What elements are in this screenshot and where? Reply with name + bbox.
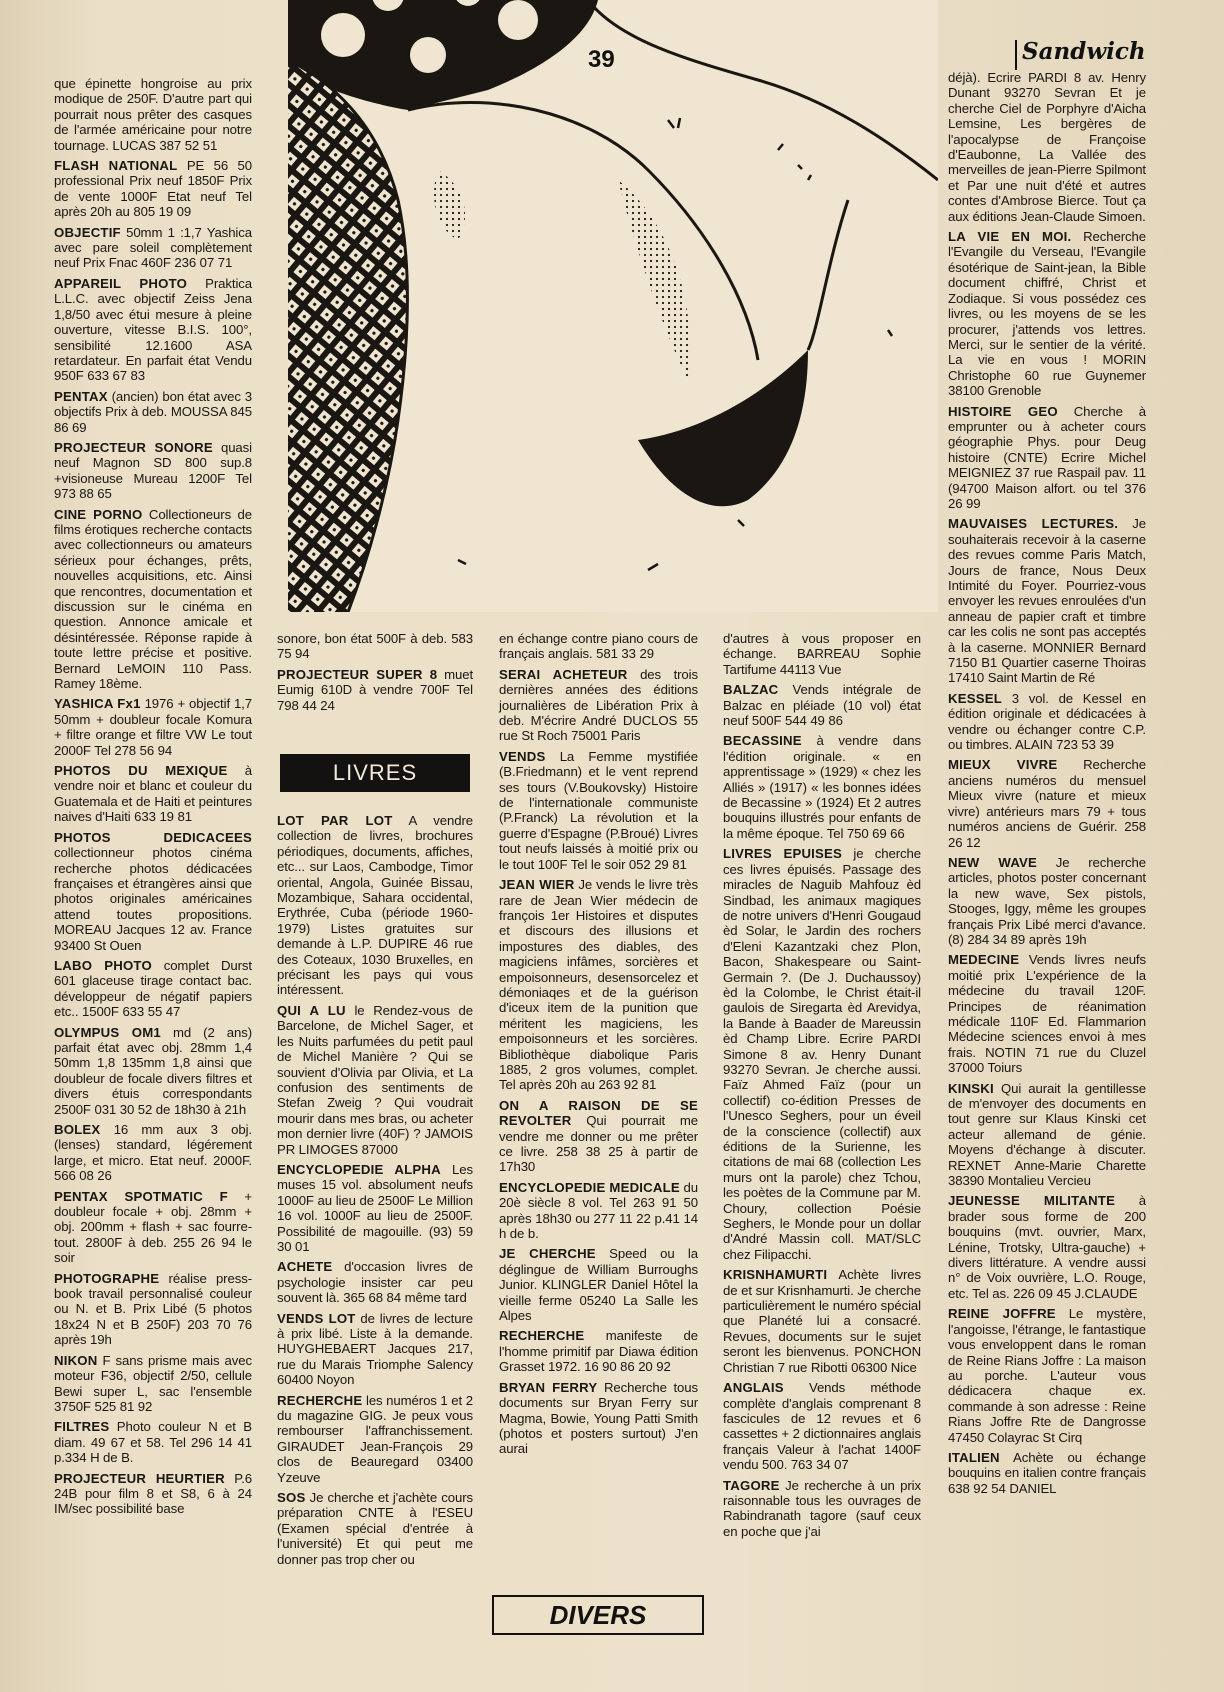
- classified-ad: [277, 1162, 473, 1254]
- ad-heading: PHOTOS DU MEXIQUE: [54, 763, 228, 779]
- classified-ad: [948, 404, 1146, 512]
- ad-text: P.6 24B pour film 8 et S8, 6 à 24 IM/sec possibilité base: [54, 1470, 253, 1517]
- classified-ad: [499, 877, 698, 1093]
- ad-text: Cherche à emprunter ou à acheter cours géographie Phys. pour Deug histoire (CNTE) Ecrire Michel MEIGNIEZ 37 rue Raspail pav. 11 (94700 Maison alfort. ou tel 376 26 99: [948, 403, 1146, 511]
- classified-ad: [948, 1450, 1146, 1496]
- classified-ad: [277, 667, 473, 713]
- ad-heading: MAUVAISES LECTURES.: [948, 516, 1119, 532]
- classifieds-column-5: [948, 70, 1146, 1501]
- ad-heading: LA VIE EN MOI.: [948, 229, 1072, 245]
- ad-heading: JEAN WIER: [499, 877, 575, 893]
- ad-text: du 20è siècle 8 vol. Tel 263 91 50 après 18h30 ou 277 11 22 p.41 14 h de b.: [499, 1179, 698, 1242]
- ad-heading: APPAREIL PHOTO: [54, 275, 188, 291]
- ad-heading: YASHICA Fx1: [54, 696, 141, 712]
- ad-text: des trois dernières années des éditions journalières de Libération Prix à deb. M'écrire André DUCLOS 55 rue St Roch 75001 Paris: [499, 666, 698, 744]
- ad-heading: VENDS LOT: [277, 1310, 356, 1326]
- ad-heading: RECHERCHE: [277, 1392, 363, 1408]
- classified-ad: [54, 1025, 252, 1117]
- ad-heading: ENCYCLOPEDIE ALPHA: [277, 1161, 441, 1177]
- classified-ad: [723, 733, 921, 841]
- ad-text: Collectioneurs de films érotiques recherche contacts avec collectionneurs ou amateurs sérieux pour échanges, prêts, nouvelles acquisitions, etc. Ainsi que rencontres, documentation et discussion sur le cinéma en question. Annonce amicale et désintéressée. Réponse rapide à toute lettre précise et positive. Bernard LeMOIN 110 Pass. Ramey 18ème.: [54, 506, 252, 692]
- ad-heading: NIKON: [54, 1352, 98, 1368]
- ad-text: 3 vol. de Kessel en édition originale et dédicacées à vendre ou échanger contre C.P. ou timbres. ALAIN 723 53 39: [948, 690, 1146, 753]
- ad-heading: PHOTOGRAPHE: [54, 1270, 160, 1286]
- ad-heading: PROJECTEUR SONORE: [54, 439, 213, 455]
- ad-text: + doubleur focale + obj. 28mm + obj. 200mm + flash + sac fourre-tout. 2800F à deb. 255 26 94 le soir: [54, 1188, 253, 1266]
- classified-ad: [54, 1122, 252, 1184]
- section-header-divers: DIVERS: [492, 1595, 704, 1635]
- classified-ad: [54, 763, 252, 825]
- classified-ad: [277, 1003, 473, 1157]
- classified-ad: [54, 76, 252, 153]
- ad-text: 1976 + objectif 1,7 50mm + doubleur focale Komura + filtre orange et filtre VW Le tout 2000F Tel 278 56 94: [54, 696, 252, 758]
- classified-ad: [54, 1471, 252, 1517]
- classified-ad: [723, 631, 921, 677]
- ad-heading: ACHETE: [277, 1259, 333, 1275]
- ad-text: quasi neuf Magnon SD 800 sup.8 +visioneuse Mureau 1200F Tel 973 88 65: [54, 439, 252, 502]
- ad-heading: FLASH NATIONAL: [54, 158, 178, 174]
- ad-text: à brader sous forme de 200 bouquins (mvt. ouvrier, Marx, Lénine, Trotsky, Ultra-gauche) + divers littérature. A vendre aussi n° de Voix ouvrière, L.O. Rouge, etc. Tel as. 226 09 45 J.CLAUDE: [948, 1193, 1146, 1301]
- ad-heading: REINE JOFFRE: [948, 1306, 1056, 1322]
- ad-heading: JE CHERCHE: [499, 1246, 596, 1262]
- ad-text: que épinette hongroise au prix modique de 250F. D'autre part qui pourrait nous prêter des casques de l'armée américaine pour notre tournage. LUCAS 387 52 51: [54, 76, 252, 153]
- ad-text: de livres de lecture à prix libé. Liste à la demande. HUYGHEBAERT Jacques 217, rue du Marais Triomphe Salency 60400 Noyon: [277, 1310, 473, 1388]
- ad-text: le Rendez-vous de Barcelone, de Michel Sager, et les Nuits parfumées du petit paul de Michel Manière ? Qui se souvient d'Olivia par Olivia, et La confusion des sentiments de Stefan Zweig ? Qui voudrait mourir dans mes bras, ou acheter mon dernier livre (40F) ? JAMOIS PR LIMOGES 87000: [277, 1002, 473, 1157]
- classified-ad: [499, 1246, 698, 1323]
- ad-text: A vendre collection de livres, brochures périodiques, documents, affiches, etc... sur Laos, Cambodge, Timor oriental, Angola, Guinée Bissau, Mozambique, Sahara occidental, Erythrée, Cuba (période 1960-1979) Listes gratuites sur demande à L.P. DUPIRE 46 rue des Coteaux, 1030 Bruxelles, en précisant les pays qui vous intéressent.: [277, 813, 473, 998]
- ad-text: 50mm 1 :1,7 Yashica avec pare soleil complètement neuf Prix Fnac 460F 236 07 71: [54, 224, 252, 271]
- classified-ad: [54, 225, 252, 271]
- classified-ad: [948, 70, 1146, 224]
- classified-ad: [277, 1259, 473, 1305]
- ad-heading: BECASSINE: [723, 733, 802, 749]
- ad-text: Qui pourrait me vendre me donner ou me prêter ce livre. 258 38 25 à partir de 17h30: [499, 1113, 698, 1175]
- ad-heading: KINSKI: [948, 1080, 994, 1096]
- section-divider: [1015, 40, 1017, 70]
- classified-ad: [499, 631, 698, 662]
- classified-ad: [499, 667, 698, 744]
- classified-ad: [54, 389, 252, 435]
- classified-ad: [54, 696, 252, 758]
- classified-ad: [723, 1380, 921, 1472]
- classified-ad: [499, 1380, 698, 1457]
- ad-heading: TAGORE: [723, 1477, 780, 1493]
- ad-heading: KESSEL: [948, 690, 1002, 706]
- classified-ad: [277, 1490, 473, 1567]
- section-header-livres: LIVRES: [280, 754, 470, 792]
- classified-ad: [277, 1311, 473, 1388]
- ad-text: Vends livres neufs moitié prix L'expérience de la médecine du travail 120F. Principes de réanimation médicale 110F Ed. Flammarion Médecine sciences envoi à mes frais. NOTIN 71 rue du Cluzel 37000 Toiurs: [948, 952, 1146, 1076]
- ad-heading: RECHERCHE: [499, 1328, 585, 1344]
- ad-text: à vendre dans l'édition originale. « en apprentissage » (1929) « chez les Alliés » (1917) « les bonnes idées de Becassine » (1924) Et 2 autres bouquins illustrés pour enfants de la même époque. Tel 750 69 66: [723, 733, 921, 841]
- ad-text: en échange contre piano cours de français anglais. 581 33 29: [499, 631, 698, 662]
- ad-heading: PHOTOS DEDICACEES: [54, 829, 252, 845]
- classified-ad: [723, 1478, 921, 1540]
- page-number: 39: [584, 46, 619, 74]
- ad-text: Achète livres de et sur Krisnhamurti. Je cherche particulièrement le numéro spécial que Planété lui a consacré. Revues, documents sur le sujet seront les bienvenus. PONCHON Christian 7 rue Ribotti 06300 Nice: [723, 1267, 921, 1375]
- classified-ad: [723, 1267, 921, 1375]
- ad-heading: LABO PHOTO: [54, 957, 152, 973]
- ad-text: Recherche tous documents sur Bryan Ferry sur Magma, Bowie, Young Patti Smith (photos et posters surtout) J'en aurai: [499, 1379, 698, 1457]
- ad-heading: VENDS: [499, 748, 546, 764]
- classifieds-column-3: [499, 631, 698, 1462]
- ad-text: Speed ou la déglingue de William Burroughs Junior. KLINGLER Daniel Hôtel la vieille ferme 05240 La Salle les Alpes: [499, 1246, 698, 1324]
- ad-heading: ON A RAISON DE SE REVOLTER: [499, 1097, 698, 1129]
- ad-text: Recherche anciens numéros du mensuel Mieux vivre (nature et mieux vivre) antérieurs mars 79 + tous numéros anciens de Guérir. 258 26 12: [948, 757, 1146, 850]
- illustration-drawing: [288, 0, 938, 612]
- ad-text: muet Eumig 610D à vendre 700F Tel 798 44 24: [277, 666, 474, 713]
- ad-text: Je souhaiterais recevoir à la caserne des revues comme Paris Match, Jours de france, Nous Deux Intimité du Foyer. Pourriez-vous envoyer les revues enroulées d'un anneau de papier craft et timbre car les colis ne sont pas acceptés à la caserne. MONNIER Bernard 7150 B1 Quartier caserne Thoiras 17410 Saint Martin de Ré: [948, 516, 1147, 686]
- ad-text: à vendre noir et blanc et couleur du Guatemala et de Haiti et peintures naives d'Haiti 633 19 81: [54, 763, 252, 825]
- ad-text: manifeste de l'homme primitif par Diawa édition Grasset 1972. 16 90 86 20 92: [499, 1328, 698, 1375]
- classified-ad: [948, 855, 1146, 947]
- ad-heading: PENTAX: [54, 388, 108, 404]
- ad-text: d'autres à vous proposer en échange. BARREAU Sophie Tartifume 44113 Vue: [723, 631, 921, 677]
- classified-ad: [948, 1306, 1146, 1445]
- classified-ad: [499, 1098, 698, 1175]
- ad-heading: FILTRES: [54, 1419, 110, 1435]
- ad-heading: MEDECINE: [948, 952, 1020, 968]
- classified-ad: [723, 846, 921, 1262]
- ad-heading: CINE PORNO: [54, 506, 143, 522]
- ad-heading: LIVRES EPUISES: [723, 846, 843, 862]
- ad-text: Photo couleur N et B diam. 49 67 et 58. Tel 296 14 41 p.334 H de B.: [54, 1419, 252, 1466]
- ad-text: Les muses 15 vol. absolument neufs 1000F au lieu de 2500F Le Million 16 vol. 1000F au lieu de 2500F. Possibilité de magouille. (93) 59 30 01: [277, 1161, 473, 1254]
- classified-ad: [948, 757, 1146, 849]
- illustration: [288, 0, 938, 612]
- ad-text: Je recherche articles, photos poster concernant la new wave, Sex pistols, Stooges, Iggy, même les groupes français Prix Libé merci d'avance. (8) 284 34 89 après 19h: [948, 854, 1146, 947]
- ad-text: Recherche l'Evangile du Verseau, l'Evangile ésotérique de Saint-jean, la Bible document chiffré, Christ et Zodiaque. Si vous possédez ces livres, ou les moyens de se les procurer, j'attends vos lettres. Merci, sur le sentier de la vérité. La vie en vous ! MORIN Christophe 60 rue Guynemer 38100 Grenoble: [948, 229, 1146, 399]
- ad-heading: PROJECTEUR HEURTIER: [54, 1470, 225, 1486]
- ad-heading: BALZAC: [723, 682, 779, 698]
- ad-heading: ENCYCLOPEDIE MEDICALE: [499, 1179, 680, 1195]
- classified-ad: [54, 1353, 252, 1415]
- ad-heading: OLYMPUS OM1: [54, 1024, 161, 1040]
- classified-ad: [54, 440, 252, 502]
- ad-text: md (2 ans) parfait état avec obj. 28mm 1,4 50mm 1,8 135mm 1,8 ainsi que doubleur de focale divers filtres et divers étuis correspondants 2500F 031 30 52 de 18h30 à 21h: [54, 1024, 252, 1117]
- ad-heading: LOT PAR LOT: [277, 813, 393, 828]
- classifieds-column-2: [277, 631, 473, 718]
- classified-ad: [54, 1271, 252, 1348]
- ad-text: PE 56 50 professional Prix neuf 1850F Prix de vente 1000F Etat neuf Tel après 20h au 805 19 09: [54, 158, 252, 220]
- ad-text: Le mystère, l'angoisse, l'étrange, le fantastique vous enveloppent dans le roman de Reine Rians Joffre : La maison au porche. L'auteur vous dédicacera chaque ex. commande à son adresse : Reine Rians Joffre Rte de Dangrosse 47450 Colayrac St Cirq: [948, 1306, 1147, 1445]
- classified-ad: [277, 631, 473, 662]
- ad-heading: OBJECTIF: [54, 224, 121, 240]
- classifieds-column-1: [54, 76, 252, 1522]
- classified-ad: [54, 276, 252, 384]
- ad-text: Praktica L.L.C. avec objectif Zeiss Jena 1,8/50 avec étui mesure à pleine ouverture, vitesse B.I.S. 100°, sensibilité 12.1600 ASA retardateur. En parfait état Vendu 950F 633 67 83: [54, 275, 253, 384]
- ad-text: je cherche ces livres épuisés. Passage des miracles de Naguib Mahfouz èd Sindbad, les animaux magiques de notre univers d'Henri Gougaud èd Solar, le Jardin des rochers d'Eleni Kazantzaki chez Plon, Bacon, Shakespeare ou Saint-Germain ?. (De J. Duchaussoy) èd la Colombe, le Christ était-il gaulois de Siregarta èd Arevidya, la Bande à Baader de Mareussin èd Champ Libre. Ecrire PARDI Simone 8 av. Henry Dunant 93270 Sevran. Je cherche aussi. Faïz Ahmed Faïz (pour un collectif) co-édition Presses de l'Unesco Seghers, pour un éveil de la conscience (collectif) aux éditions de la Surienne, les citations de mai 68 (collection Les murs ont la parole) chez Tchou, les poètes de la Commune par M. Choury, collection Poésie Seghers, le Monde pour un dollar d'André Massin coll. MAT/SLC chez Filipacchi.: [723, 846, 921, 1262]
- ad-heading: MIEUX VIVRE: [948, 757, 1058, 773]
- classified-ad: [54, 1189, 252, 1266]
- ad-text: (ancien) bon état avec 3 objectifs Prix à deb. MOUSSA 845 86 69: [54, 388, 252, 435]
- classified-ad: [54, 958, 252, 1020]
- ad-text: Je recherche à un prix raisonnable tous les ouvrages de Rabindranath tagore (sauf ceux en poche que j'ai: [723, 1477, 921, 1539]
- classifieds-column-2b: [277, 813, 473, 1572]
- ad-heading: JEUNESSE MILITANTE: [948, 1193, 1116, 1209]
- ad-text: Vends intégrale de Balzac en pléiade (10 vol) état neuf 500F 544 49 86: [723, 682, 921, 729]
- ad-text: sonore, bon état 500F à deb. 583 75 94: [277, 631, 473, 662]
- ad-heading: SOS: [277, 1490, 306, 1506]
- classified-ad: [948, 1193, 1146, 1301]
- classified-ad: [54, 507, 252, 692]
- classified-ad: [948, 691, 1146, 753]
- classified-ad: [948, 229, 1146, 398]
- ad-heading: SERAI ACHETEUR: [499, 666, 628, 682]
- ad-text: Je cherche et j'achète cours préparation CNTE à l'ESEU (Examen spécial d'entrée à l'université) Et qui peut me donner pas trop cher ou: [277, 1490, 473, 1567]
- ad-heading: HISTOIRE GEO: [948, 403, 1058, 419]
- ad-heading: PENTAX SPOTMATIC F: [54, 1188, 228, 1204]
- ad-text: d'occasion livres de psychologie insister car peu souvent là. 365 68 84 même tard: [277, 1259, 473, 1306]
- ad-text: F sans prisme mais avec moteur F36, objectif 2/50, cellule Bewi super L, sac l'ensemble 3750F 525 81 92: [54, 1352, 252, 1414]
- ad-text: 16 mm aux 3 obj. (lenses) standard, légérement large, et micro. Etat neuf. 2000F. 566 08 26: [54, 1122, 252, 1184]
- classified-ad: [54, 1419, 252, 1465]
- classifieds-column-4: [723, 631, 921, 1544]
- ad-text: complet Durst 601 glaceuse tirage contact bac. développeur de négatif papiers etc.. 1500F 633 55 47: [54, 957, 252, 1020]
- ad-text: réalise press-book travail personnalisé couleur ou N. et B. Prix Libé (5 photos 18x24 N et B 250F) 203 70 76 après 19h: [54, 1270, 252, 1348]
- ad-text: Je vends le livre très rare de Jean Wier médecin de françois 1er Histoires et disputes et discours des illusions et impostures des diables, des magiciens infâmes, sorcières et empoisonneurs, desensorcelez et démoniaqes et de la guérison d'iceux item de la punition que méritent les magiciens, les empoisonneurs et les sorcières. Bibliothèque diabolique Paris 1885, 2 gros volumes, complet. Tel après 20h au 263 92 81: [499, 877, 698, 1093]
- ad-heading: BRYAN FERRY: [499, 1379, 598, 1395]
- classified-ad: [948, 952, 1146, 1075]
- classified-ad: [54, 830, 252, 953]
- ad-heading: PROJECTEUR SUPER 8: [277, 666, 438, 682]
- classified-ad: [54, 158, 252, 220]
- ad-text: Vends méthode complète d'anglais comprenant 8 fascicules de 12 revues et 6 cassettes + 2 dictionnaires anglais français Valeur à l'achat 1400F vendu 500. 763 34 07: [723, 1380, 921, 1473]
- ad-heading: ANGLAIS: [723, 1380, 784, 1396]
- ad-text: Achète ou échange bouquins en italien contre français 638 92 54 DANIEL: [948, 1449, 1146, 1496]
- ad-heading: BOLEX: [54, 1122, 101, 1137]
- ad-text: La Femme mystifiée (B.Friedmann) et le vent reprend ses tours (V.Boukovsky) Histoire de l'internationale communiste (P.Franck) La révolution et la guerre d'Espagne (P.Broué) Livres tout neufs laissés à moitié prix ou le tout 100F Tel le soir 052 29 81: [499, 748, 698, 872]
- ad-text: collectionneur photos cinéma recherche photos dédicacées françaises et étrangères ainsi que photos originales américaines attend toutes propositions. MOREAU Jacques 12 av. France 93400 St Ouen: [54, 845, 252, 953]
- classified-ad: [499, 1328, 698, 1374]
- classified-ad: [499, 749, 698, 872]
- ad-text: déjà). Ecrire PARDI 8 av. Henry Dunant 93270 Sevran Et je cherche Ciel de Porphyre d'Aicha Lemsine, Les bergères de l'apocalypse de Françoise d'Eaubonne, La Vallée des merveilles de jean-Pierre Spilmont et Par une nuit d'été et autres contes d'Ambrose Bierce. Tout ça aux éditions Jean-Claude Simoen.: [948, 70, 1146, 224]
- ad-text: Qui aurait la gentillesse de m'envoyer des documents en tout genre sur Klaus Kinski cet acteur allemand de génie. Moyens d'échange à discuter. REXNET Anne-Marie Charette 38390 Montalieu Vercieu: [948, 1080, 1146, 1189]
- classified-ad: [499, 1180, 698, 1242]
- ad-heading: KRISNHAMURTI: [723, 1267, 828, 1283]
- ad-heading: ITALIEN: [948, 1449, 1000, 1465]
- classified-ad: [277, 1393, 473, 1485]
- ad-heading: QUI A LU: [277, 1002, 346, 1018]
- classified-ad: [277, 813, 473, 998]
- ad-text: les numéros 1 et 2 du magazine GIG. Je peux vous rembourser l'affranchissement. GIRAUDET Jean-François 29 clos de Beauregard 03400 Yzeuve: [277, 1392, 473, 1485]
- section-title: Sandwich: [1022, 38, 1146, 65]
- classified-ad: [723, 682, 921, 728]
- classified-ad: [948, 516, 1146, 685]
- classified-ad: [948, 1081, 1146, 1189]
- ad-heading: NEW WAVE: [948, 854, 1038, 870]
